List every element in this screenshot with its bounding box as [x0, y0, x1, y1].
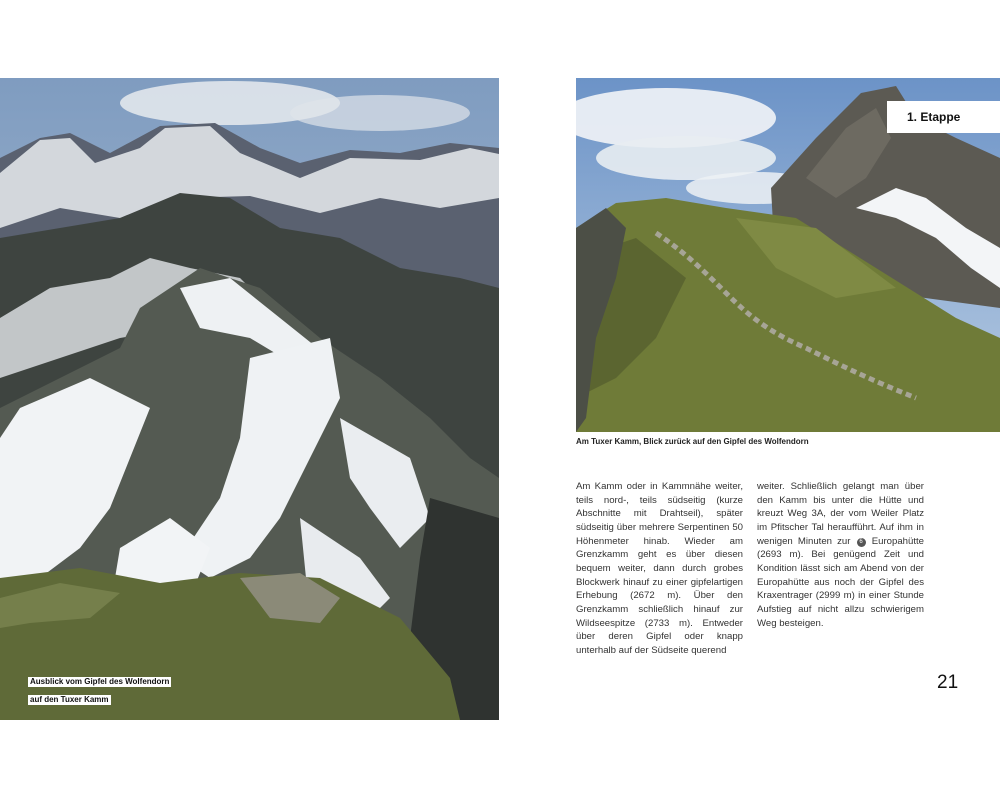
body-text-column-2-part1: weiter. Schließlich gelangt man über den Kamm bis unter die Hütte und kreuzt Weg 3A, der vom Weiler Platz im Pfitscher Tal heraufführt. Auf ihm in wenigen Minuten zur: [757, 481, 924, 547]
body-text-column-2: [757, 480, 924, 630]
page-number: 21: [937, 672, 959, 693]
body-text-column-2-part2: Europahütte (2693 m). Bei genügend Zeit und Kondition lässt sich am Abend von der Europahütte aus noch der Gipfel des Kraxentrager (2999 m) in einer Stunde Aufstieg auf nicht allzu schwierigem Weg besteigen.: [757, 535, 925, 629]
body-text-column-1: Am Kamm oder in Kammnähe weiter, teils nord-, teils südseitig (kurze Abschnitte mit Drahtseil), später südseitig über mehrere Serpentinen 50 Höhenmeter hinab. Wieder am Grenzkamm geht es über diesen bequem weiter, dann durch grobes Blockwerk hinauf zu einer gipfelartigen Erhebung (2672 m). Über den Grenzkamm schließlich hinauf zur Wildseespitze (2733 m). Entweder über deren Gipfel oder knapp unterhalb auf der Südseite querend: [576, 481, 743, 656]
hut-number-icon: 6: [857, 538, 866, 547]
left-photo-caption-line2: auf den Tuxer Kamm: [30, 695, 109, 704]
left-photo-caption-line1: Ausblick vom Gipfel des Wolfendorn: [30, 677, 170, 686]
left-photo-caption: [28, 671, 171, 707]
right-photo-caption: Am Tuxer Kamm, Blick zurück auf den Gipfel des Wolfendorn: [576, 437, 809, 446]
photo-mountain-ridge-view: [0, 78, 499, 720]
stage-label-tab: 1. Etappe: [887, 101, 1000, 133]
